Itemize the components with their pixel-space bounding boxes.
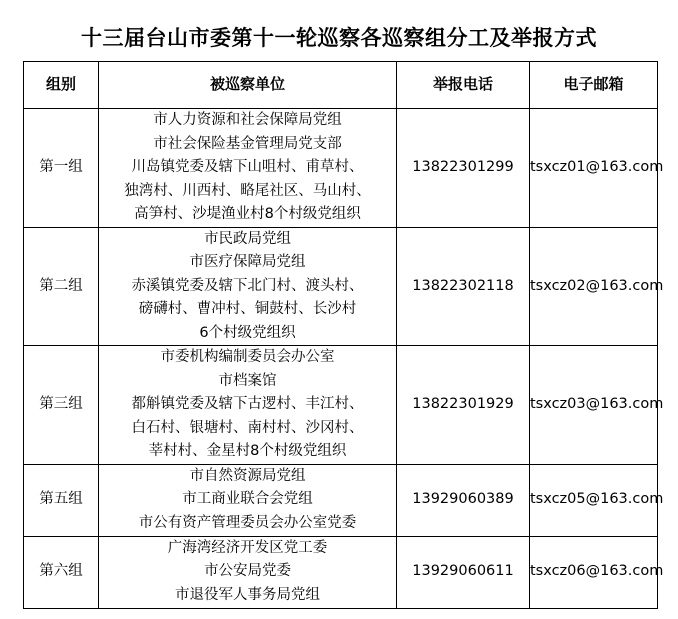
header-group: 组别 [24,62,99,109]
header-email: 电子邮箱 [530,62,658,109]
group-cell: 第五组 [24,464,99,536]
unit-line: 市民政局党组 [204,230,291,247]
phone-cell: 13822302118 [397,227,530,346]
unit-line: 磅礴村、曹冲村、铜鼓村、长沙村 [138,301,357,317]
unit-line: 市委机构编制委员会办公室 [160,349,335,365]
group-cell: 第二组 [24,227,99,346]
phone-cell: 13929060611 [397,536,530,608]
unit-line: 市社会保险基金管理局党支部 [153,135,342,152]
table-row [24,109,658,228]
unit-line: 市公有资产管理委员会办公室党委 [138,514,357,531]
group-cell: 第一组 [24,109,99,228]
unit-line: 赤溪镇党委及辖下北门村、渡头村、 [131,277,364,294]
unit-line: 市自然资源局党组 [189,467,306,484]
units-cell [99,346,397,465]
table-row [24,536,658,608]
table-row [24,227,658,346]
unit-line: 6个村级党组织 [199,324,296,341]
group-cell: 第六组 [24,536,99,608]
table-row [24,346,658,465]
units-cell [99,227,397,346]
unit-line: 市退役军人事务局党组 [175,586,320,603]
units-cell [99,109,397,228]
unit-line: 市工商业联合会党组 [182,491,313,508]
unit-line: 高笋村、沙堤渔业村8个村级党组织 [134,206,361,222]
email-cell: tsxcz05@163.com [530,464,658,536]
unit-line: 广海湾经济开发区党工委 [167,539,328,556]
units-cell [99,464,397,536]
header-phone: 举报电话 [397,62,530,109]
header-units: 被巡察单位 [99,62,397,109]
unit-line: 川岛镇党委及辖下山咀村、甫草村、 [131,159,364,175]
unit-line: 白石村、银塘村、南村村、沙冈村、 [131,419,364,436]
unit-line: 都斛镇党委及辖下古逻村、丰江村、 [131,396,364,412]
email-cell: tsxcz02@163.com [530,227,658,346]
unit-line: 市医疗保障局党组 [189,254,306,270]
unit-line: 独湾村、川西村、略尾社区、马山村、 [124,182,371,199]
table-row [24,464,658,536]
unit-line: 市档案馆 [218,372,277,389]
header-row [24,62,658,109]
unit-line: 市人力资源和社会保障局党组 [153,112,342,128]
group-cell: 第三组 [24,346,99,465]
phone-cell: 13822301299 [397,109,530,228]
email-cell: tsxcz01@163.com [530,109,658,228]
document-title: 十三届台山市委第十一轮巡察各巡察组分工及举报方式 [81,26,597,50]
email-cell: tsxcz06@163.com [530,536,658,608]
phone-cell: 13822301929 [397,346,530,465]
units-cell [99,536,397,608]
unit-line: 市公安局党委 [204,563,291,580]
phone-cell: 13929060389 [397,464,530,536]
unit-line: 莘村村、金星村8个村级党组织 [148,443,347,459]
email-cell: tsxcz03@163.com [530,346,658,465]
inspection-table [23,61,664,609]
